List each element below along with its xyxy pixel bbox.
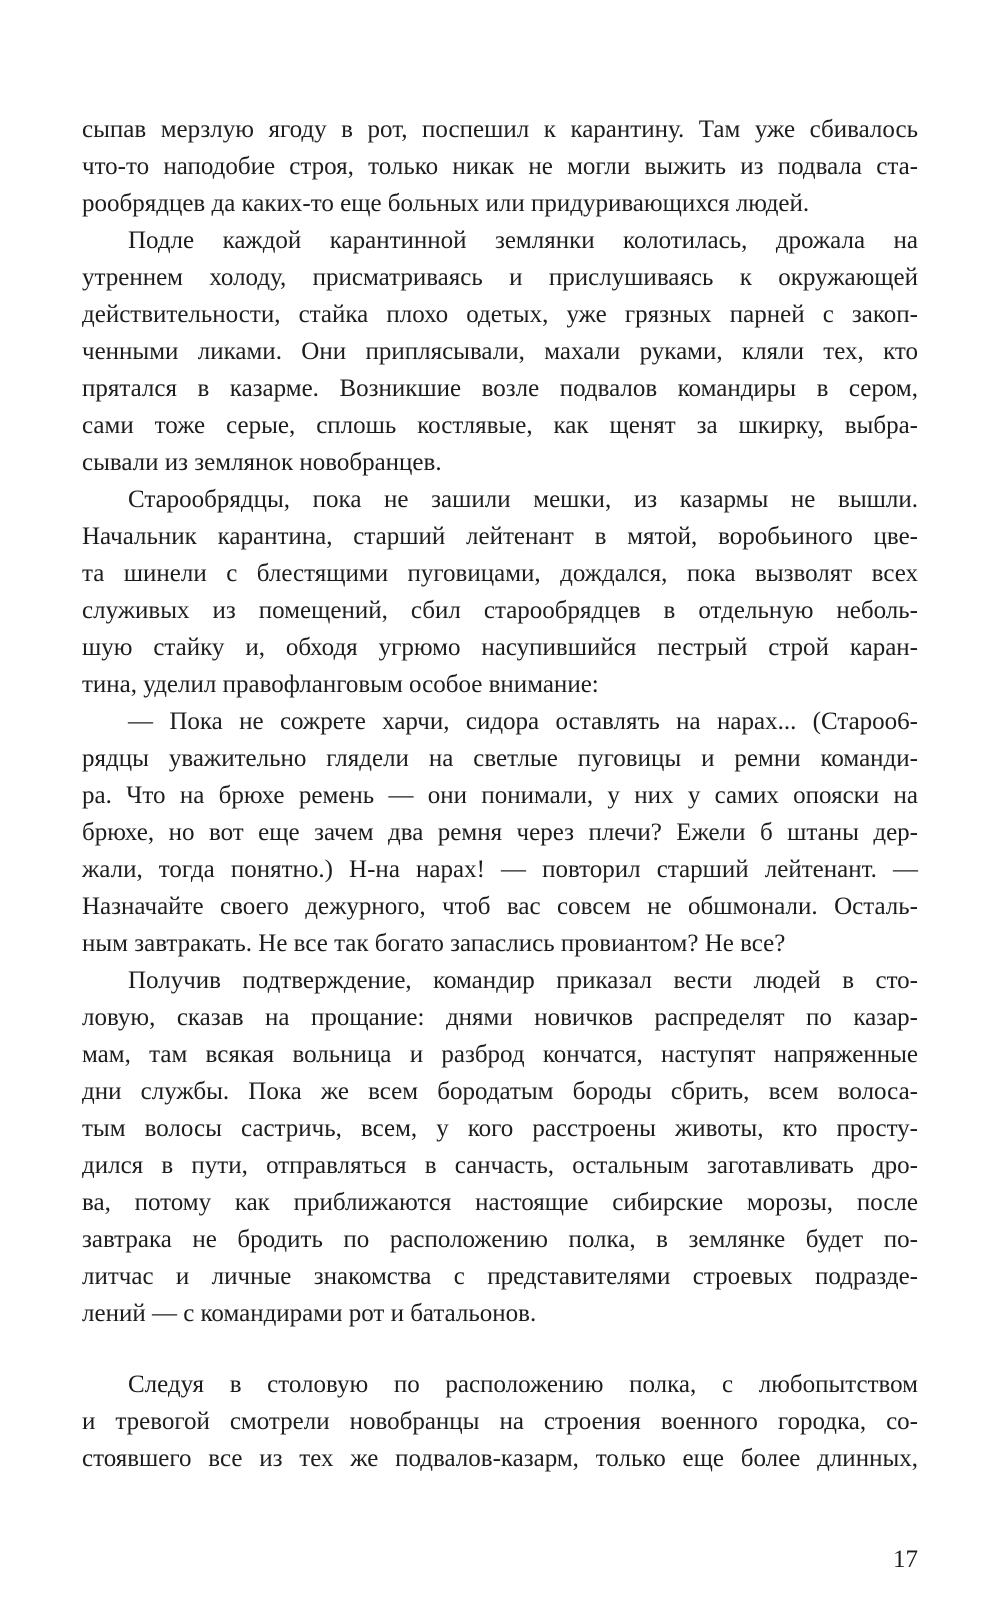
text-line: стоявшего все из тех же подвалов-казарм, только еще более длинных,: [82, 1445, 918, 1472]
text-line: ловую, сказав на прощание: днями новичков распределят по казар-: [82, 1004, 918, 1031]
text-line: та шинели с блестящими пуговицами, дождался, пока вызволят всех: [82, 560, 918, 587]
text-line: Подле каждой карантинной землянки колотилась, дрожала на: [128, 227, 918, 254]
text-line: Получив подтверждение, командир приказал вести людей в сто-: [128, 967, 918, 994]
text-line: Старообрядцы, пока не зашили мешки, из казармы не вышли.: [128, 486, 918, 513]
text-line: и тревогой смотрели новобранцы на строения военного городка, со-: [82, 1408, 918, 1435]
text-line: ва, потому как приближаются настоящие сибирские морозы, после: [82, 1189, 918, 1216]
text-line: утреннем холоду, присматриваясь и прислушиваясь к окружающей: [82, 264, 918, 291]
text-line: сыпав мерзлую ягоду в рот, поспешил к карантину. Там уже сбивалось: [82, 116, 918, 143]
page-number: 17: [893, 1546, 918, 1573]
text-line: ным завтракать. Не все так богато запаслись провиантом? Не все?: [82, 930, 786, 957]
text-line: брюхе, но вот еще зачем два ремня через плечи? Ежели б штаны дер-: [82, 819, 918, 846]
text-line: шую стайку и, обходя угрюмо насупившийся пестрый строй каран-: [82, 634, 918, 661]
text-line: жали, тогда понятно.) Н-на нарах! — повторил старший лейтенант. —: [82, 856, 918, 883]
text-line: лений — с командирами рот и батальонов.: [82, 1300, 537, 1327]
text-line: сами тоже серые, сплошь костлявые, как щенят за шкирку, выбра-: [82, 412, 918, 439]
text-line: дни службы. Пока же всем бородатым бороды сбрить, всем волоса-: [82, 1078, 918, 1105]
text-line: служивых из помещений, сбил старообрядцев в отдельную неболь-: [82, 597, 918, 624]
text-line: ченными ликами. Они приплясывали, махали руками, кляли тех, кто: [82, 338, 918, 365]
section-break: [82, 1332, 918, 1366]
text-line: — Пока не сожрете харчи, сидора оставлять на нарах... (Староо6-: [128, 708, 918, 735]
body-text: [82, 111, 918, 1477]
text-line: сывали из землянок новобранцев.: [82, 449, 442, 476]
text-line: рообрядцев да каких-то еще больных или придуривающихся людей.: [82, 190, 810, 217]
text-line: действительности, стайка плохо одетых, уже грязных парней с закоп-: [82, 301, 918, 328]
text-line: Следуя в столовую по расположению полка, с любопытством: [128, 1371, 918, 1398]
text-line: завтрака не бродить по расположению полка, в землянке будет по-: [82, 1226, 918, 1253]
text-line: тым волосы састричь, всем, у кого расстроены животы, кто просту-: [82, 1115, 918, 1142]
text-line: мам, там всякая вольница и разброд кончатся, наступят напряженные: [82, 1041, 918, 1068]
text-line: что-то наподобие строя, только никак не могли выжить из подвала ста-: [82, 153, 918, 180]
text-line: тина, уделил правофланговым особое внимание:: [82, 671, 599, 698]
text-line: прятался в казарме. Возникшие возле подвалов командиры в сером,: [82, 375, 918, 402]
text-line: ра. Что на брюхе ремень — они понимали, у них у самих опояски на: [82, 782, 918, 809]
text-line: литчас и личные знакомства с представителями строевых подразде-: [82, 1263, 918, 1290]
text-line: Назначайте своего дежурного, чтоб вас совсем не обшмонали. Осталь-: [82, 893, 918, 920]
text-line: дился в пути, отправляться в санчасть, остальным заготавливать дро-: [82, 1152, 918, 1179]
text-line: рядцы уважительно глядели на светлые пуговицы и ремни команди-: [82, 745, 918, 772]
text-line: Начальник карантина, старший лейтенант в мятой, воробьиного цве-: [82, 523, 918, 550]
